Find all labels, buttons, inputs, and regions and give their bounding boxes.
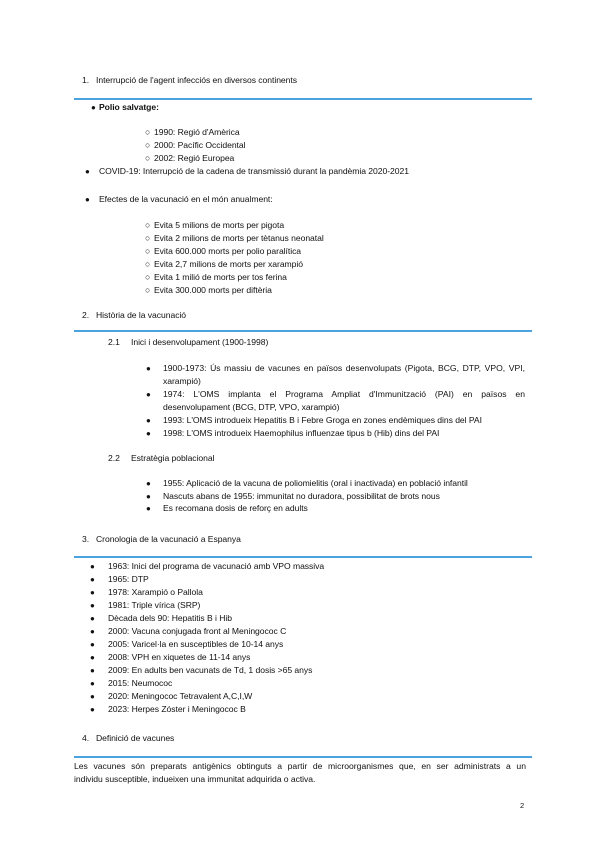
effects-item: Evita 5 milions de morts per pigota — [154, 220, 285, 230]
strategy-item: Nascuts abans de 1955: immunitat no duradora, possibilitat de brots nous — [163, 491, 440, 501]
history-item-line: 1900-1973: Ús massiu de vacunes en països desenvolupats (Pigota, BCG, DTP, VPO, VPI, — [163, 363, 525, 373]
page-number: 2 — [520, 801, 525, 810]
bullet-icon: ● — [146, 504, 151, 513]
subsection-2-2-title: Estratègia poblacional — [131, 453, 215, 463]
circle-bullet-icon: ○ — [145, 140, 151, 150]
bullet-icon: ● — [91, 103, 96, 112]
bullet-icon: ● — [90, 601, 95, 610]
bullet-icon: ● — [90, 705, 95, 714]
circle-bullet-icon: ○ — [145, 259, 151, 269]
bullet-icon: ● — [146, 416, 151, 425]
chronology-item: 1981: Triple vírica (SRP) — [108, 600, 201, 610]
definition-line: Les vacunes són preparats antigènics obtinguts a partir de microorganismes que, en ser administrats a un — [74, 761, 526, 771]
bullet-icon: ● — [90, 562, 95, 571]
bullet-icon: ● — [90, 614, 95, 623]
bullet-icon: ● — [146, 479, 151, 488]
bullet-icon: ● — [90, 627, 95, 636]
chronology-item: 2000: Vacuna conjugada front al Meningococ C — [108, 626, 287, 636]
section-4-rule — [74, 756, 532, 758]
circle-bullet-icon: ○ — [145, 272, 151, 282]
subsection-2-1-number: 2.1 — [108, 337, 120, 347]
polio-item: 2000: Pacífic Occidental — [154, 140, 246, 150]
section-1-number: 1. — [82, 75, 90, 85]
effects-item: Evita 2 milions de morts per tètanus neonatal — [154, 233, 324, 243]
chronology-item: 2009: En adults ben vacunats de Td, 1 dosis >65 anys — [108, 665, 313, 675]
section-4-title: Definició de vacunes — [96, 733, 175, 743]
section-4-number: 4. — [82, 733, 90, 743]
bullet-icon: ● — [85, 195, 90, 204]
history-item: 1993: L'OMS introdueix Hepatitis B i Febre Groga en zones endèmiques dins del PAI — [163, 415, 482, 425]
section-3-number: 3. — [82, 534, 90, 544]
section-2-title: Història de la vacunació — [96, 310, 187, 320]
strategy-item: Es recomana dosis de reforç en adults — [163, 503, 308, 513]
circle-bullet-icon: ○ — [145, 127, 151, 137]
history-item-line: 1974: L'OMS implanta el Programa Ampliat d'Immunització (PAI) en països en — [163, 389, 525, 399]
section-1-title: Interrupció de l'agent infecciós en diversos continents — [96, 75, 297, 85]
subsection-2-1-title: Inici i desenvolupament (1900-1998) — [131, 337, 269, 347]
effects-item: Evita 300.000 morts per diftèria — [154, 285, 272, 295]
section-3-rule — [74, 556, 532, 558]
history-item: 1998: L'OMS introdueix Haemophilus influenzae tipus b (Hib) dins del PAI — [163, 428, 440, 438]
chronology-item: 2005: Varicel·la en susceptibles de 10-14 anys — [108, 639, 284, 649]
section-2-number: 2. — [82, 310, 90, 320]
polio-item: 1990: Regió d'Amèrica — [154, 127, 240, 137]
circle-bullet-icon: ○ — [145, 233, 151, 243]
bullet-icon: ● — [146, 429, 151, 438]
circle-bullet-icon: ○ — [145, 285, 151, 295]
polio-item: 2002: Regió Europea — [154, 153, 235, 163]
chronology-item: Dècada dels 90: Hepatitis B i Hib — [108, 613, 232, 623]
section-3-title: Cronologia de la vacunació a Espanya — [96, 534, 241, 544]
chronology-item: 2015: Neumococ — [108, 678, 173, 688]
bullet-icon: ● — [90, 653, 95, 662]
bullet-icon: ● — [146, 492, 151, 501]
chronology-item: 2020: Meningococ Tetravalent A,C,I,W — [108, 691, 253, 701]
bullet-icon: ● — [90, 666, 95, 675]
history-item-line: desenvolupament (BCG, DTP, VPO, xarampió) — [163, 402, 340, 412]
circle-bullet-icon: ○ — [145, 220, 151, 230]
chronology-item: 2008: VPH en xiquetes de 11-14 anys — [108, 652, 251, 662]
bullet-icon: ● — [90, 679, 95, 688]
bullet-icon: ● — [90, 692, 95, 701]
chronology-item: 1963: Inici del programa de vacunació amb VPO massiva — [108, 561, 325, 571]
effects-item: Evita 1 milió de morts per tos ferina — [154, 272, 287, 282]
chronology-item: 2023: Herpes Zóster i Meningococ B — [108, 704, 246, 714]
strategy-item: 1955: Aplicació de la vacuna de poliomielitis (oral i inactivada) en població infantil — [163, 478, 468, 488]
effects-item: Evita 2,7 milions de morts per xarampió — [154, 259, 303, 269]
section-1-rule — [74, 98, 532, 100]
polio-heading: Polio salvatge: — [99, 102, 159, 112]
bullet-icon: ● — [90, 588, 95, 597]
covid-line: COVID-19: Interrupció de la cadena de transmissió durant la pandèmia 2020-2021 — [99, 166, 409, 176]
bullet-icon: ● — [146, 390, 151, 399]
effects-heading: Efectes de la vacunació en el món anualment: — [99, 194, 273, 204]
definition-line: individu susceptible, indueixen una immunitat adquirida o activa. — [74, 774, 316, 784]
effects-item: Evita 600.000 morts per polio paralítica — [154, 246, 302, 256]
circle-bullet-icon: ○ — [145, 153, 151, 163]
bullet-icon: ● — [90, 575, 95, 584]
circle-bullet-icon: ○ — [145, 246, 151, 256]
bullet-icon: ● — [85, 167, 90, 176]
chronology-item: 1965: DTP — [108, 574, 149, 584]
section-2-rule — [74, 330, 532, 332]
bullet-icon: ● — [146, 364, 151, 373]
history-item-line: xarampió) — [163, 376, 201, 386]
chronology-item: 1978: Xarampió o Pallola — [108, 587, 203, 597]
bullet-icon: ● — [90, 640, 95, 649]
subsection-2-2-number: 2.2 — [108, 453, 120, 463]
